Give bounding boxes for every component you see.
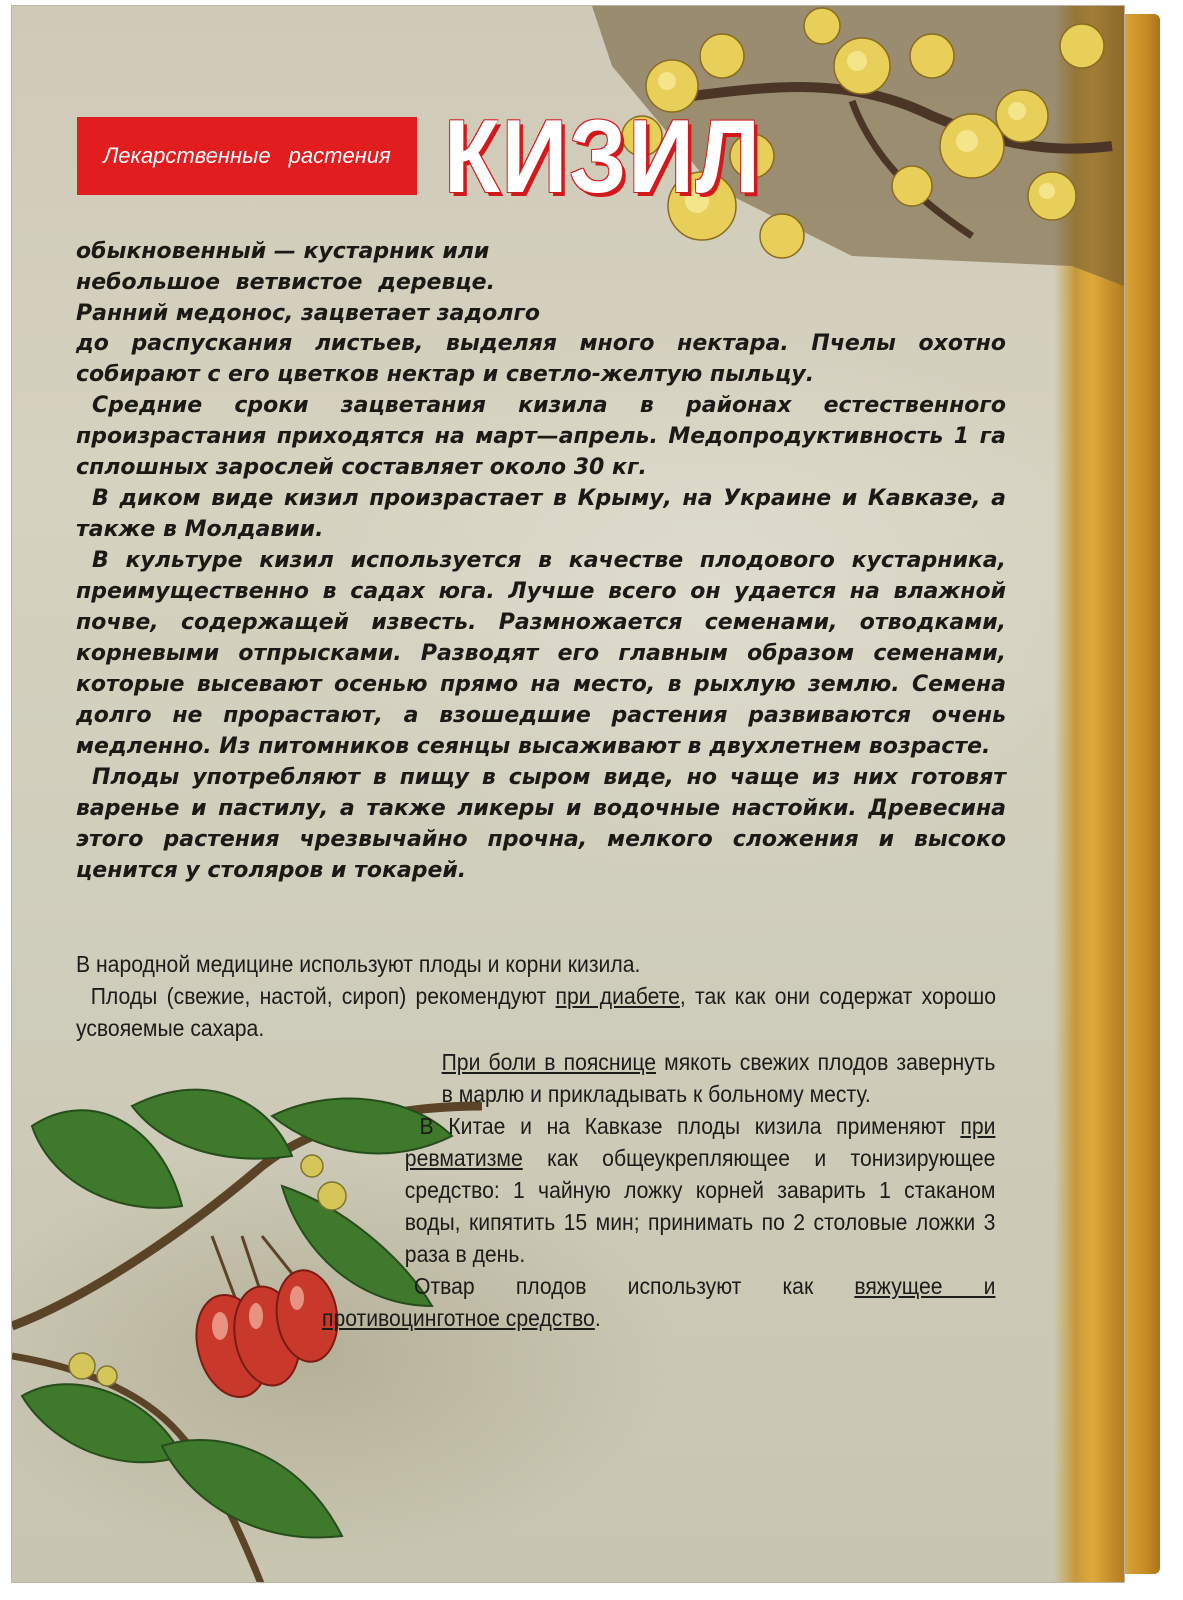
intro-lines: [76, 236, 596, 329]
bold-body-text: [76, 328, 1006, 886]
paragraph: В культуре кизил используется в качестве плодового кустарника, преимущественно в садах юга. Лучше всего он удается на влажной почве, содержащей известь. Размножается семенами, отводками, корневыми отпрысками. Разводят его главным образом семенами, которые высевают осенью прямо на место, в рыхлую землю. Семена долго не прорастают, а взошедшие растения развиваются очень медленно. Из питомников сеянцы высаживают в двухлетнем возрасте.: [76, 548, 1006, 759]
paragraph: Плоды употребляют в пищу в сыром виде, но чаще из них готовят варенье и пастилу, а также ликеры и водочные настойки. Древесина этого растения чрезвычайно прочна, мелкого сложения и высоко ценится у столяров и токарей.: [76, 765, 1006, 883]
highlight-rheumatism: при ревматизме: [404, 1113, 996, 1171]
section-label-text: Лекарственные растения: [103, 143, 391, 168]
magazine-page: [12, 6, 1124, 1582]
intro-line: обыкновенный — кустарник или: [76, 239, 490, 264]
section-label: [77, 117, 417, 195]
highlight-diabetes: при диабете: [555, 983, 680, 1009]
paragraph: При боли в пояснице мякоть свежих плодов завернуть в марлю и прикладывать к больному месту.: [441, 1049, 996, 1107]
paragraph: до распускания листьев, выделяя много нектара. Пчелы охотно собирают с его цветков нектар и светло-желтую пыльцу.: [76, 331, 1006, 387]
highlight-astringent: вяжущее и противоцинготное средство: [322, 1273, 996, 1331]
paragraph: В диком виде кизил произрастает в Крыму, на Украине и Кавказе, а также в Молдавии.: [76, 486, 1006, 542]
paragraph: В Китае и на Кавказе плоды кизила применяют при ревматизме как общеукрепляющее и тонизирующее средство: 1 чайную ложку корней заварить 1 стаканом воды, кипятить 15 мин; принимать по 2 столовые ложки 3 раза в день.: [404, 1113, 996, 1267]
paragraph: Отвар плодов используют как вяжущее и противоцинготное средство.: [322, 1273, 996, 1331]
paragraph: Плоды (свежие, настой, сироп) рекомендуют при диабете, так как они содержат хорошо усвояемые сахара.: [76, 983, 996, 1041]
medicine-remedies: [322, 1046, 995, 1334]
medicine-intro: [76, 948, 996, 1044]
intro-line: небольшое ветвистое деревце.: [76, 270, 495, 295]
page-edge: [1124, 14, 1160, 1574]
intro-line: Ранний медонос, зацветает задолго: [76, 301, 540, 326]
paragraph: В народной медицине используют плоды и корни кизила.: [76, 951, 641, 977]
page-title: КИЗИЛ: [444, 99, 762, 215]
paragraph: Средние сроки зацветания кизила в районах естественного произрастания приходятся на март—апрель. Медопродуктивность 1 га сплошных зарослей составляет около 30 кг.: [76, 393, 1006, 480]
highlight-back-pain: При боли в пояснице: [441, 1049, 657, 1075]
